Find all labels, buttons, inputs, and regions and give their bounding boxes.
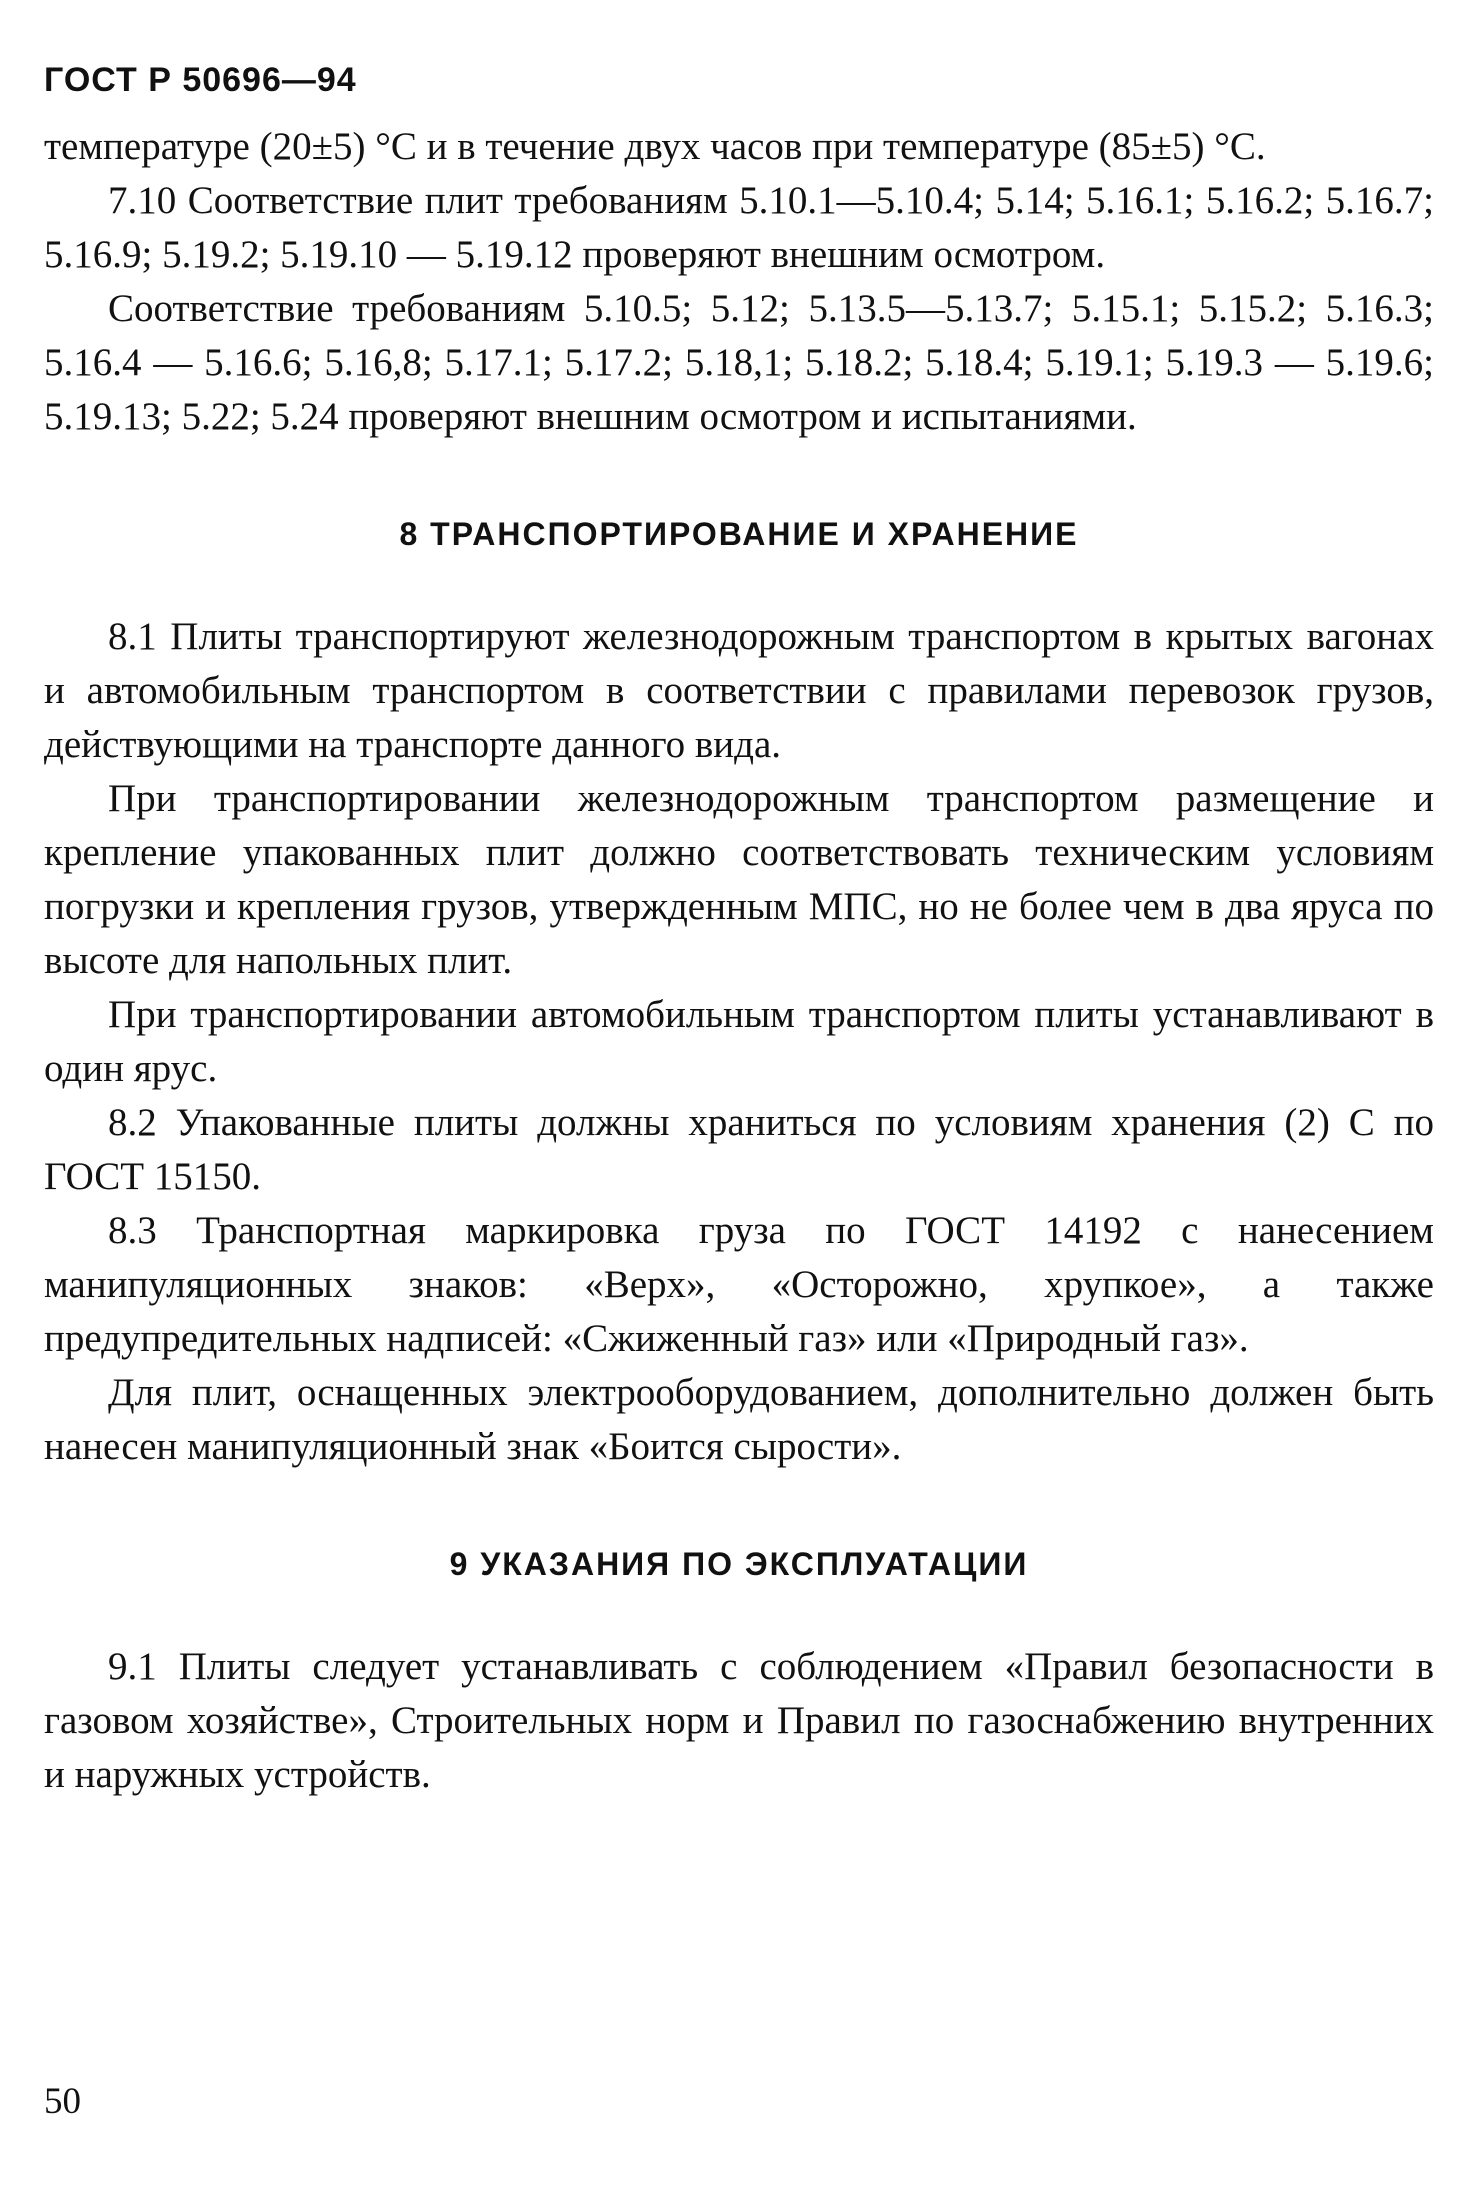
paragraph-7-10: 7.10 Соответствие плит требованиям 5.10.1—5.10.4; 5.14; 5.16.1; 5.16.2; 5.16.7; 5.16.9; 5.19.2; 5.19.10 — 5.19.12 проверяют внешним осмотром. [44,179,1434,276]
section-9-title: 9 УКАЗАНИЯ ПО ЭКСПЛУАТАЦИИ [449,1546,1029,1582]
standard-header: ГОСТ Р 50696—94 [44,61,357,99]
paragraph-7-10-b: Соответствие требованиям 5.10.5; 5.12; 5.13.5—5.13.7; 5.15.1; 5.15.2; 5.16.3; 5.16.4 — 5.16.6; 5.16,8; 5.17.1; 5.17.2; 5.18,1; 5.18.2; 5.18.4; 5.19.1; 5.19.3 — 5.19.6; 5.19.13; 5.22; 5.24 проверяют внешним осмотром и испытаниями. [44,287,1434,438]
document-page [44,60,1434,1802]
paragraph-8-3: 8.3 Транспортная маркировка груза по ГОСТ 14192 с нанесением манипуляционных знаков: «Верх», «Осторожно, хрупкое», а также предупредительных надписей: «Сжиженный газ» или «Природный газ». [44,1209,1434,1360]
paragraph-8-1: 8.1 Плиты транспортируют железнодорожным транспортом в крытых вагонах и автомобильным транспортом в соответствии с правилами перевозок грузов, действующими на транспорте данного вида. [44,615,1434,766]
paragraph-8-2: 8.2 Упакованные плиты должны храниться по условиям хранения (2) С по ГОСТ 15150. [44,1101,1434,1198]
paragraph-8-1-b: При транспортировании железнодорожным транспортом размещение и крепление упакованных плит должно соответствовать техническим условиям погрузки и крепления грузов, утвержденным МПС, но не более чем в два яруса по высоте для напольных плит. [44,777,1434,982]
paragraph-7-9-continuation: температуре (20±5) °С и в течение двух часов при температуре (85±5) °С. [44,125,1266,168]
section-8-title: 8 ТРАНСПОРТИРОВАНИЕ И ХРАНЕНИЕ [399,516,1079,552]
paragraph-9-1: 9.1 Плиты следует устанавливать с соблюдением «Правил безопасности в газовом хозяйстве», Строительных норм и Правил по газоснабжению внутренних и наружных устройств. [44,1645,1434,1796]
paragraph-8-3-b: Для плит, оснащенных электрооборудованием, дополнительно должен быть нанесен манипуляционный знак «Боится сырости». [44,1371,1434,1468]
paragraph-8-1-c: При транспортировании автомобильным транспортом плиты устанавливают в один ярус. [44,993,1434,1090]
page-number: 50 [44,2081,81,2122]
